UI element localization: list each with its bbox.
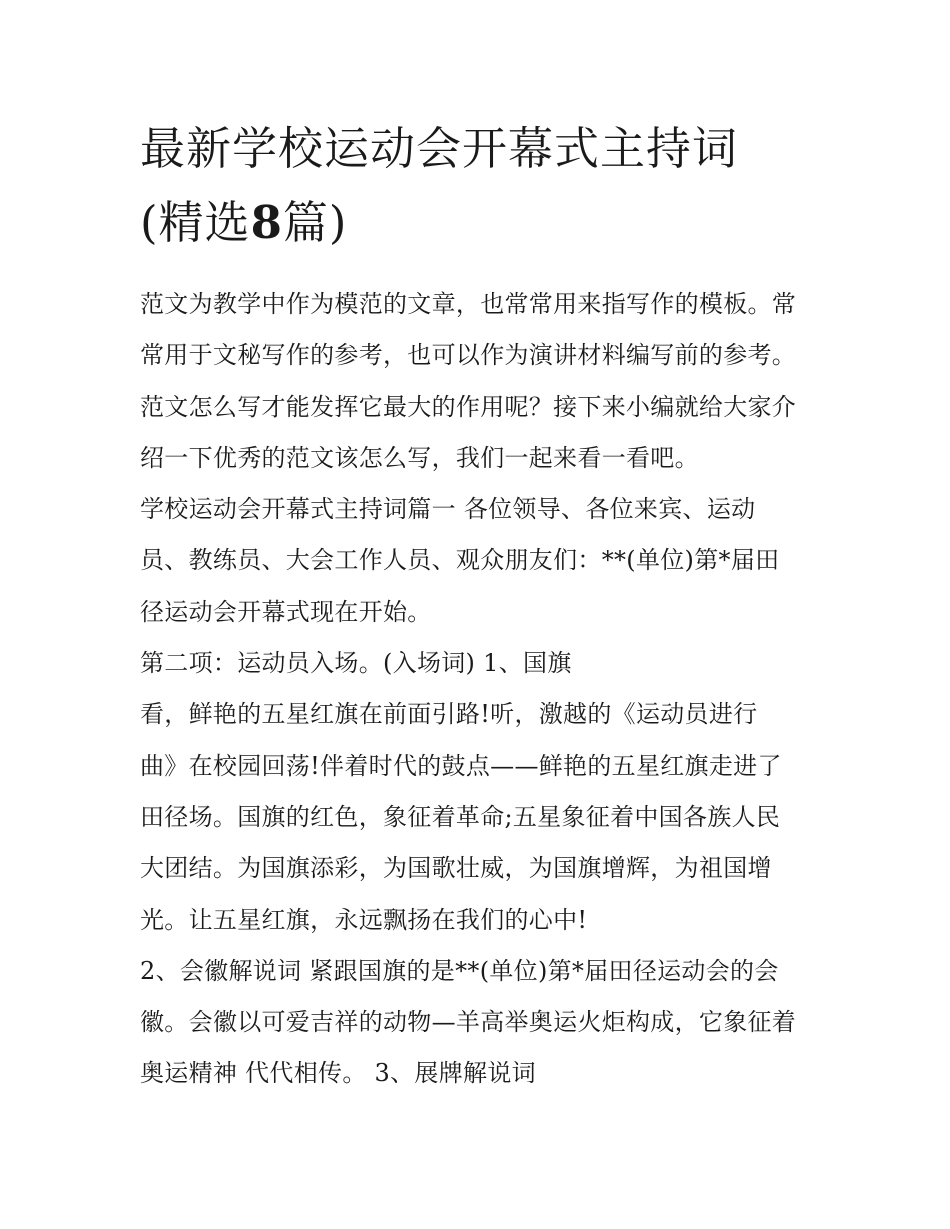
title-line-1: 最新学校运动会开幕式主持词 [140, 122, 739, 175]
document-title [140, 112, 820, 260]
title-line-2-number: 8 [250, 196, 283, 249]
document-body [140, 279, 820, 1100]
body-line-6: 员、教练员、大会工作人员、观众朋友们：**(单位)第*届田 [140, 546, 780, 575]
body-line-10: 曲》在校园回荡!伴着时代的鼓点——鲜艳的五星红旗走进了 [140, 751, 782, 780]
body-line-13: 光。让五星红旗，永远飘扬在我们的心中! [140, 905, 588, 934]
body-line-3: 范文怎么写才能发挥它最大的作用呢？接下来小编就给大家介 [140, 392, 797, 421]
title-line-2-prefix: (精选 [140, 196, 251, 249]
body-line-5: 学校运动会开幕式主持词篇一 各位领导、各位来宾、运动 [140, 495, 756, 524]
body-line-9: 看，鲜艳的五星红旗在前面引路!听，激越的《运动员进行 [140, 700, 758, 729]
body-line-1: 范文为教学中作为模范的文章，也常常用来指写作的模板。常 [140, 290, 797, 318]
body-line-4: 绍一下优秀的范文该怎么写，我们一起来看一看吧。 [140, 443, 699, 472]
body-line-2: 常用于文秘写作的参考，也可以作为演讲材料编写前的参考。 [140, 341, 797, 370]
body-line-11: 田径场。国旗的红色，象征着革命;五星象征着中国各族人民 [140, 802, 781, 831]
body-line-15: 徽。会徽以可爱吉祥的动物—羊高举奥运火炬构成，它象征着 [140, 1008, 797, 1037]
body-line-7: 径运动会开幕式现在开始。 [140, 597, 432, 626]
body-line-14: 2、会徽解说词 紧跟国旗的是**(单位)第*届田径运动会的会 [140, 956, 779, 985]
title-line-2-suffix: 篇) [282, 196, 348, 249]
body-line-8: 第二项：运动员入场。(入场词) 1、国旗 [140, 649, 572, 678]
body-line-16: 奥运精神 代代相传。 3、展牌解说词 [140, 1059, 536, 1088]
body-line-12: 大团结。为国旗添彩，为国歌壮威，为国旗增辉，为祖国增 [140, 854, 772, 883]
